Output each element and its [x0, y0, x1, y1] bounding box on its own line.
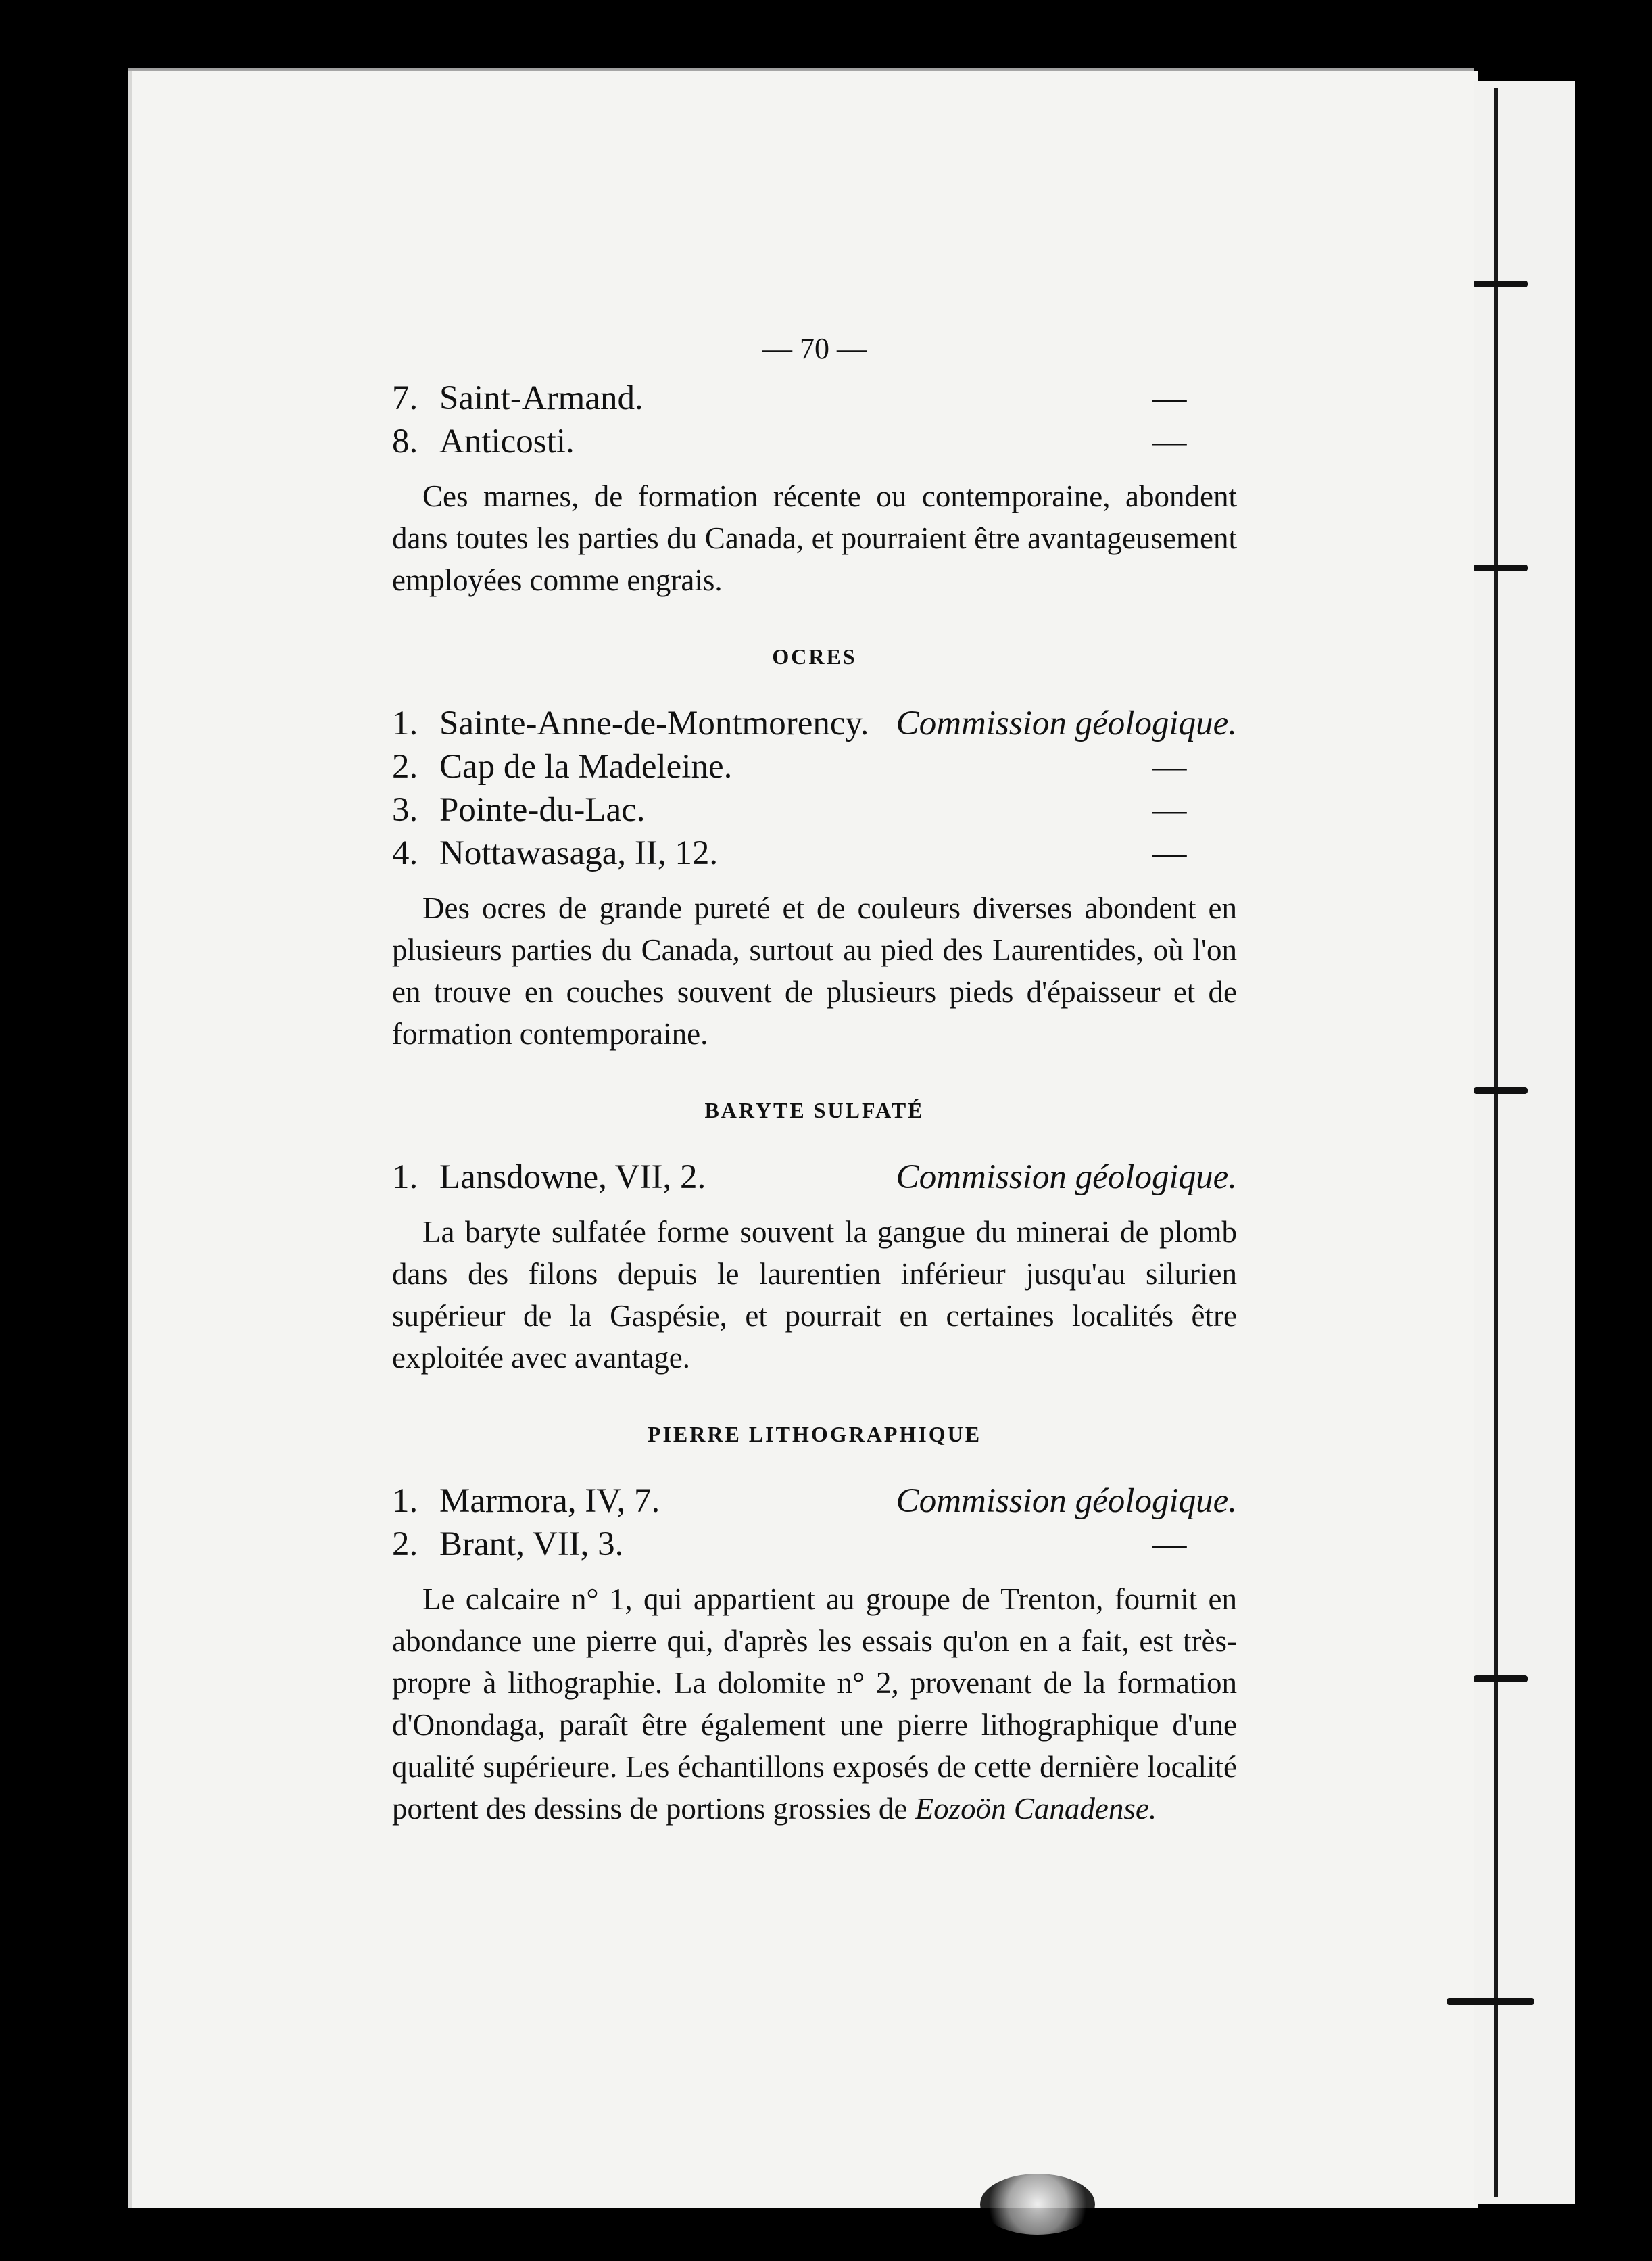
item-number: 7.	[392, 379, 418, 417]
section-paragraph	[392, 1578, 1237, 1830]
item-name: Nottawasaga, II, 12.	[439, 834, 719, 872]
binding-thread	[1494, 88, 1498, 2197]
item-number: 4.	[392, 834, 418, 872]
species-name: Eozoön Canadense.	[915, 1792, 1157, 1826]
item-source: —	[1152, 791, 1187, 829]
list-item	[392, 1156, 1237, 1199]
paragraph-text: Le calcaire n° 1, qui appartient au groupe de Trenton, fournit en abondance une pierre qui, d'après les essais qu'on en a fait, est très-propre à lithographie. La dolomite n° 2, provenant de la formation d'Onondaga, paraît être également une pierre lithographique d'une qualité supérieure. Les échantillons exposés de cette dernière localité portent des dessins de portions grossies de	[392, 1582, 1237, 1826]
item-number: 1.	[392, 705, 418, 742]
binding-stitch	[1474, 565, 1528, 571]
binding-strip	[1474, 81, 1575, 2204]
item-name: Lansdowne, VII, 2.	[439, 1158, 706, 1196]
section-paragraph: Des ocres de grande pureté et de couleurs diverses abondent en plusieurs parties du Canada, surtout au pied des Laurentides, où l'on en trouve en couches souvent de plusieurs pieds d'épaisseur et de formation contemporaine.	[392, 891, 1237, 1051]
binding-stitch	[1474, 1087, 1528, 1094]
item-name: Sainte-Anne-de-Montmorency.	[439, 705, 869, 742]
item-source: Commission géologique.	[896, 1158, 1237, 1196]
list-item	[392, 788, 1237, 832]
binding-stitch	[1474, 1675, 1528, 1682]
item-name: Anticosti.	[439, 423, 575, 460]
item-source: —	[1152, 423, 1187, 460]
list-item	[392, 1523, 1237, 1566]
item-number: 3.	[392, 791, 418, 829]
item-number: 2.	[392, 1525, 418, 1563]
page-stain	[980, 2174, 1095, 2235]
intro-paragraph: Ces marnes, de formation récente ou contemporaine, abondent dans toutes les parties du Canada, et pourraient être avantageusement employées comme engrais.	[392, 479, 1237, 597]
list-item	[392, 420, 1237, 463]
item-source: —	[1152, 748, 1187, 786]
item-name: Cap de la Madeleine.	[439, 748, 733, 786]
page-content	[392, 331, 1237, 1830]
item-name: Brant, VII, 3.	[439, 1525, 624, 1563]
section-heading: BARYTE SULFATÉ	[704, 1098, 925, 1122]
item-number: 8.	[392, 423, 418, 460]
item-source: —	[1152, 1525, 1187, 1563]
item-source: —	[1152, 834, 1187, 872]
binding-stitch	[1447, 1998, 1534, 2005]
binding-stitch	[1474, 281, 1528, 287]
section-heading: OCRES	[772, 644, 857, 669]
item-number: 2.	[392, 748, 418, 786]
item-source: Commission géologique.	[896, 1482, 1237, 1520]
section-heading: PIERRE LITHOGRAPHIQUE	[647, 1422, 982, 1446]
list-item	[392, 377, 1237, 420]
section-paragraph: La baryte sulfatée forme souvent la gangue du minerai de plomb dans des filons depuis le laurentien inférieur jusqu'au silurien supérieur de la Gaspésie, et pourrait en certaines localités être exploitée avec avantage.	[392, 1215, 1237, 1375]
list-item	[392, 1479, 1237, 1523]
list-item	[392, 702, 1237, 745]
page-number: — 70 —	[762, 332, 867, 365]
item-name: Saint-Armand.	[439, 379, 643, 417]
item-number: 1.	[392, 1482, 418, 1520]
item-source: Commission géologique.	[896, 705, 1237, 742]
list-item	[392, 832, 1237, 875]
item-name: Pointe-du-Lac.	[439, 791, 646, 829]
item-name: Marmora, IV, 7.	[439, 1482, 660, 1520]
list-item	[392, 745, 1237, 788]
item-number: 1.	[392, 1158, 418, 1196]
item-source: —	[1152, 379, 1187, 417]
